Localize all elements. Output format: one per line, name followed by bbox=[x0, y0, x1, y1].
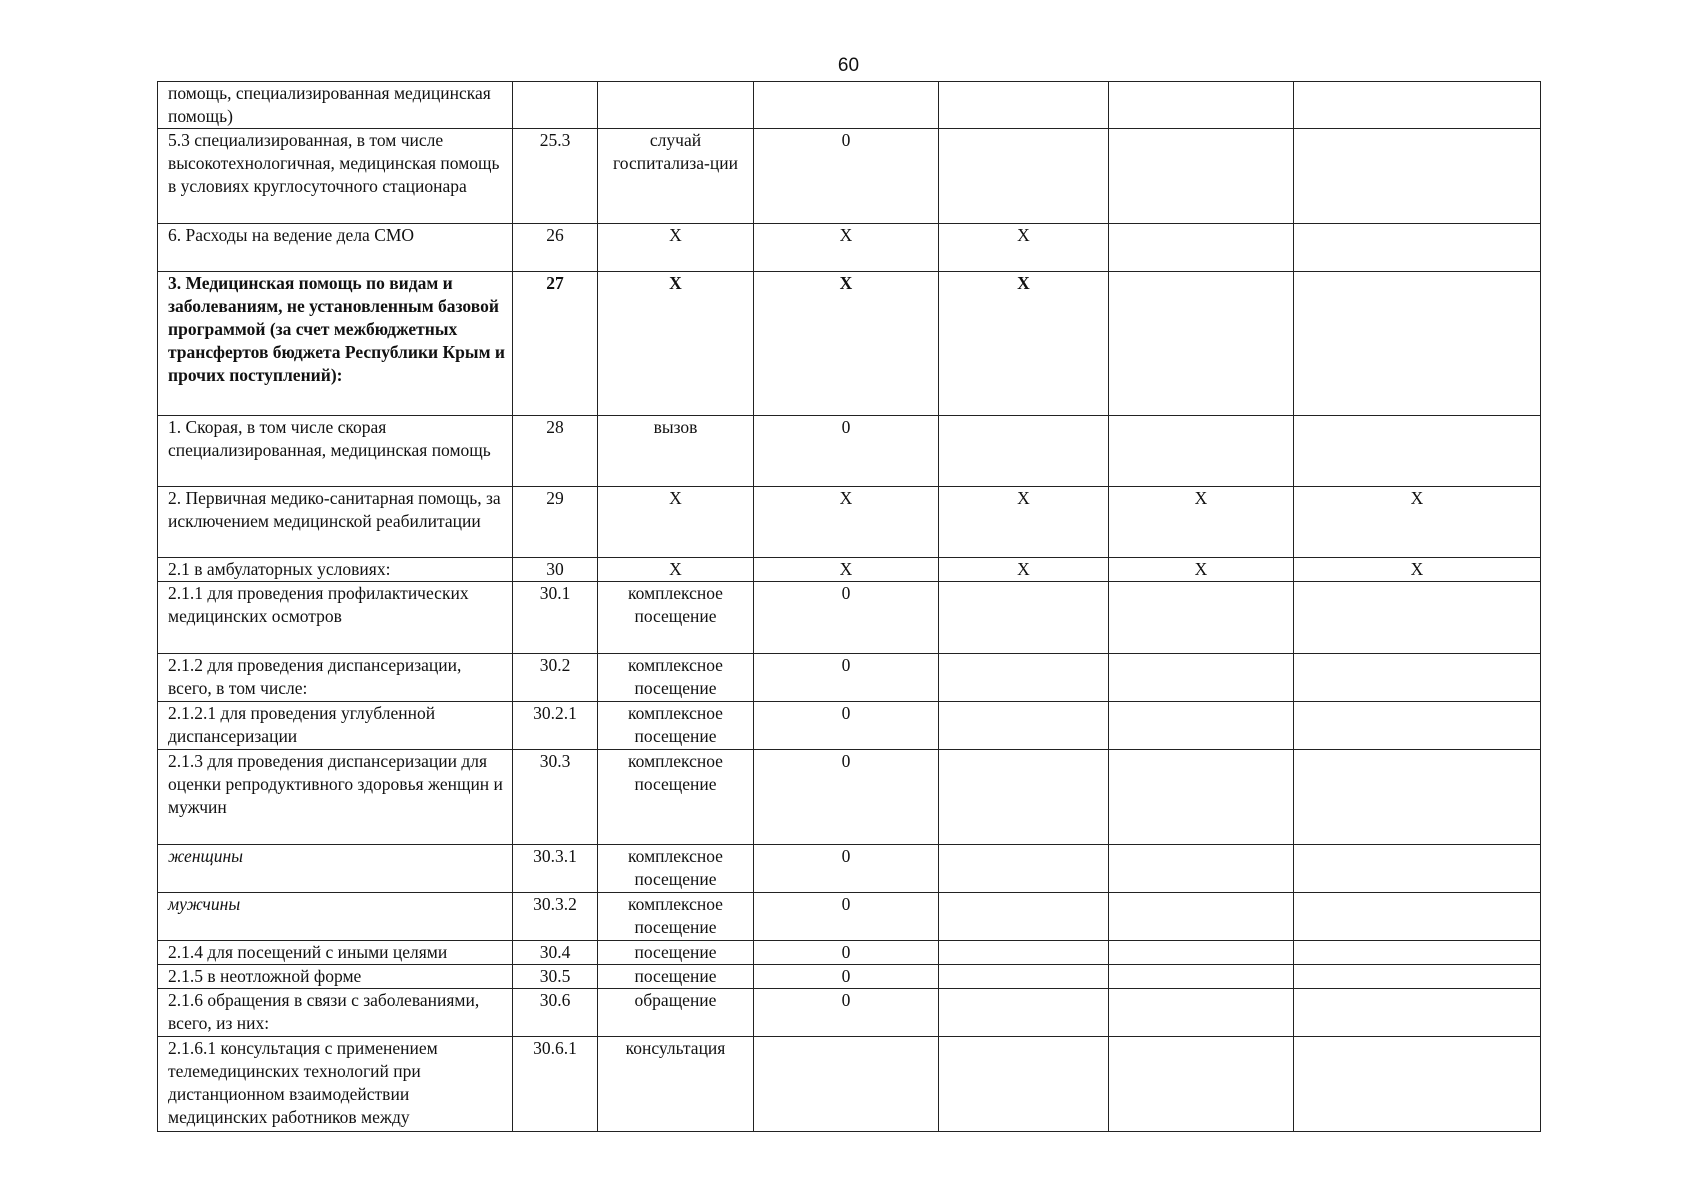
row-value-4 bbox=[1294, 224, 1541, 272]
row-unit: обращение bbox=[598, 989, 754, 1037]
row-value-4 bbox=[1294, 582, 1541, 654]
row-value-2: X bbox=[939, 558, 1109, 582]
row-name: 2.1.2 для проведения диспансеризации, всего, в том числе: bbox=[158, 654, 513, 702]
table-row bbox=[158, 558, 1541, 582]
row-value-4 bbox=[1294, 965, 1541, 989]
row-value-2 bbox=[939, 416, 1109, 487]
row-value-1: 0 bbox=[754, 129, 939, 224]
table-row bbox=[158, 1037, 1541, 1132]
table-row bbox=[158, 224, 1541, 272]
row-value-3 bbox=[1109, 1037, 1294, 1132]
row-name: 2.1.5 в неотложной форме bbox=[158, 965, 513, 989]
row-value-4 bbox=[1294, 654, 1541, 702]
row-code: 26 bbox=[513, 224, 598, 272]
row-code: 30.4 bbox=[513, 941, 598, 965]
table-row bbox=[158, 750, 1541, 845]
row-name: 5.3 специализированная, в том числе высокотехнологичная, медицинская помощь в условиях круглосуточного стационара bbox=[158, 129, 513, 224]
row-code: 28 bbox=[513, 416, 598, 487]
row-value-2: X bbox=[939, 487, 1109, 558]
row-code: 30.2 bbox=[513, 654, 598, 702]
row-value-1: 0 bbox=[754, 750, 939, 845]
row-value-1: X bbox=[754, 224, 939, 272]
row-value-4 bbox=[1294, 750, 1541, 845]
row-name: 2.1.3 для проведения диспансеризации для оценки репродуктивного здоровья женщин и мужчин bbox=[158, 750, 513, 845]
row-value-4 bbox=[1294, 129, 1541, 224]
row-unit: комплексное посещение bbox=[598, 893, 754, 941]
row-unit: комплексное посещение bbox=[598, 702, 754, 750]
row-name: 6. Расходы на ведение дела СМО bbox=[158, 224, 513, 272]
row-value-3 bbox=[1109, 654, 1294, 702]
row-value-2 bbox=[939, 582, 1109, 654]
row-unit: случай госпитализа-ции bbox=[598, 129, 754, 224]
table-row bbox=[158, 893, 1541, 941]
row-value-1: 0 bbox=[754, 654, 939, 702]
page-number: 60 bbox=[837, 55, 860, 76]
row-value-4 bbox=[1294, 1037, 1541, 1132]
row-unit bbox=[598, 82, 754, 129]
program-table bbox=[157, 81, 1541, 1132]
row-value-4: X bbox=[1294, 487, 1541, 558]
row-value-3 bbox=[1109, 416, 1294, 487]
table-row bbox=[158, 82, 1541, 129]
row-value-1: 0 bbox=[754, 702, 939, 750]
row-name: 2.1.6 обращения в связи с заболеваниями, всего, из них: bbox=[158, 989, 513, 1037]
row-unit: X bbox=[598, 272, 754, 416]
row-value-1: X bbox=[754, 272, 939, 416]
table-row-section-header bbox=[158, 272, 1541, 416]
row-unit: X bbox=[598, 487, 754, 558]
table-row bbox=[158, 129, 1541, 224]
row-value-3 bbox=[1109, 129, 1294, 224]
row-unit: X bbox=[598, 558, 754, 582]
row-name: 2.1.1 для проведения профилактических медицинских осмотров bbox=[158, 582, 513, 654]
table-row bbox=[158, 654, 1541, 702]
row-value-2 bbox=[939, 989, 1109, 1037]
row-name: женщины bbox=[158, 845, 513, 893]
row-name: 3. Медицинская помощь по видам и заболеваниям, не установленным базовой программой (за счет межбюджетных трансфертов бюджета Республики Крым и прочих поступлений): bbox=[158, 272, 513, 416]
row-value-3 bbox=[1109, 845, 1294, 893]
row-name: 2.1.4 для посещений с иными целями bbox=[158, 941, 513, 965]
row-name: мужчины bbox=[158, 893, 513, 941]
row-code: 30.6 bbox=[513, 989, 598, 1037]
row-value-3 bbox=[1109, 702, 1294, 750]
row-unit: посещение bbox=[598, 941, 754, 965]
row-value-1: X bbox=[754, 558, 939, 582]
row-code: 30 bbox=[513, 558, 598, 582]
row-unit: комплексное посещение bbox=[598, 654, 754, 702]
table-row bbox=[158, 702, 1541, 750]
table-row bbox=[158, 416, 1541, 487]
row-name: 2. Первичная медико-санитарная помощь, за исключением медицинской реабилитации bbox=[158, 487, 513, 558]
row-value-4 bbox=[1294, 989, 1541, 1037]
row-code: 30.6.1 bbox=[513, 1037, 598, 1132]
row-code: 29 bbox=[513, 487, 598, 558]
row-value-1 bbox=[754, 1037, 939, 1132]
row-code bbox=[513, 82, 598, 129]
row-value-1: 0 bbox=[754, 941, 939, 965]
row-value-1: 0 bbox=[754, 893, 939, 941]
table-row bbox=[158, 845, 1541, 893]
row-value-2 bbox=[939, 129, 1109, 224]
row-value-3: X bbox=[1109, 558, 1294, 582]
row-unit: вызов bbox=[598, 416, 754, 487]
row-value-4: X bbox=[1294, 558, 1541, 582]
table-row bbox=[158, 989, 1541, 1037]
row-value-2 bbox=[939, 845, 1109, 893]
row-value-2 bbox=[939, 654, 1109, 702]
row-value-2 bbox=[939, 702, 1109, 750]
row-unit: посещение bbox=[598, 965, 754, 989]
table-row bbox=[158, 941, 1541, 965]
row-value-3 bbox=[1109, 965, 1294, 989]
row-unit: комплексное посещение bbox=[598, 582, 754, 654]
row-value-2 bbox=[939, 1037, 1109, 1132]
row-value-2 bbox=[939, 965, 1109, 989]
row-value-4 bbox=[1294, 702, 1541, 750]
row-value-3 bbox=[1109, 989, 1294, 1037]
row-value-3 bbox=[1109, 941, 1294, 965]
row-value-1: X bbox=[754, 487, 939, 558]
table-row bbox=[158, 965, 1541, 989]
row-name: 2.1 в амбулаторных условиях: bbox=[158, 558, 513, 582]
row-value-4 bbox=[1294, 845, 1541, 893]
row-value-3 bbox=[1109, 82, 1294, 129]
row-value-2 bbox=[939, 750, 1109, 845]
row-value-4 bbox=[1294, 416, 1541, 487]
row-value-3 bbox=[1109, 224, 1294, 272]
row-value-4 bbox=[1294, 272, 1541, 416]
row-value-3 bbox=[1109, 272, 1294, 416]
row-name: 2.1.2.1 для проведения углубленной диспансеризации bbox=[158, 702, 513, 750]
row-code: 27 bbox=[513, 272, 598, 416]
row-value-2: X bbox=[939, 272, 1109, 416]
row-unit: X bbox=[598, 224, 754, 272]
row-value-3 bbox=[1109, 582, 1294, 654]
row-value-1: 0 bbox=[754, 416, 939, 487]
row-value-1: 0 bbox=[754, 965, 939, 989]
row-value-1: 0 bbox=[754, 845, 939, 893]
row-name: помощь, специализированная медицинская помощь) bbox=[158, 82, 513, 129]
row-code: 30.3.2 bbox=[513, 893, 598, 941]
row-value-1: 0 bbox=[754, 582, 939, 654]
row-value-1 bbox=[754, 82, 939, 129]
row-unit: комплексное посещение bbox=[598, 750, 754, 845]
row-value-3 bbox=[1109, 893, 1294, 941]
row-code: 30.5 bbox=[513, 965, 598, 989]
row-value-4 bbox=[1294, 941, 1541, 965]
row-unit: консультация bbox=[598, 1037, 754, 1132]
row-code: 30.2.1 bbox=[513, 702, 598, 750]
row-value-3 bbox=[1109, 750, 1294, 845]
row-name: 1. Скорая, в том числе скорая специализированная, медицинская помощь bbox=[158, 416, 513, 487]
row-code: 30.1 bbox=[513, 582, 598, 654]
table-row bbox=[158, 582, 1541, 654]
row-code: 25.3 bbox=[513, 129, 598, 224]
row-value-2: X bbox=[939, 224, 1109, 272]
row-value-2 bbox=[939, 82, 1109, 129]
row-value-4 bbox=[1294, 893, 1541, 941]
row-value-3: X bbox=[1109, 487, 1294, 558]
row-unit: комплексное посещение bbox=[598, 845, 754, 893]
row-name: 2.1.6.1 консультация с применением телемедицинских технологий при дистанционном взаимодействии медицинских работников между bbox=[158, 1037, 513, 1132]
row-code: 30.3 bbox=[513, 750, 598, 845]
row-code: 30.3.1 bbox=[513, 845, 598, 893]
table-row bbox=[158, 487, 1541, 558]
row-value-4 bbox=[1294, 82, 1541, 129]
row-value-2 bbox=[939, 893, 1109, 941]
row-value-1: 0 bbox=[754, 989, 939, 1037]
row-value-2 bbox=[939, 941, 1109, 965]
